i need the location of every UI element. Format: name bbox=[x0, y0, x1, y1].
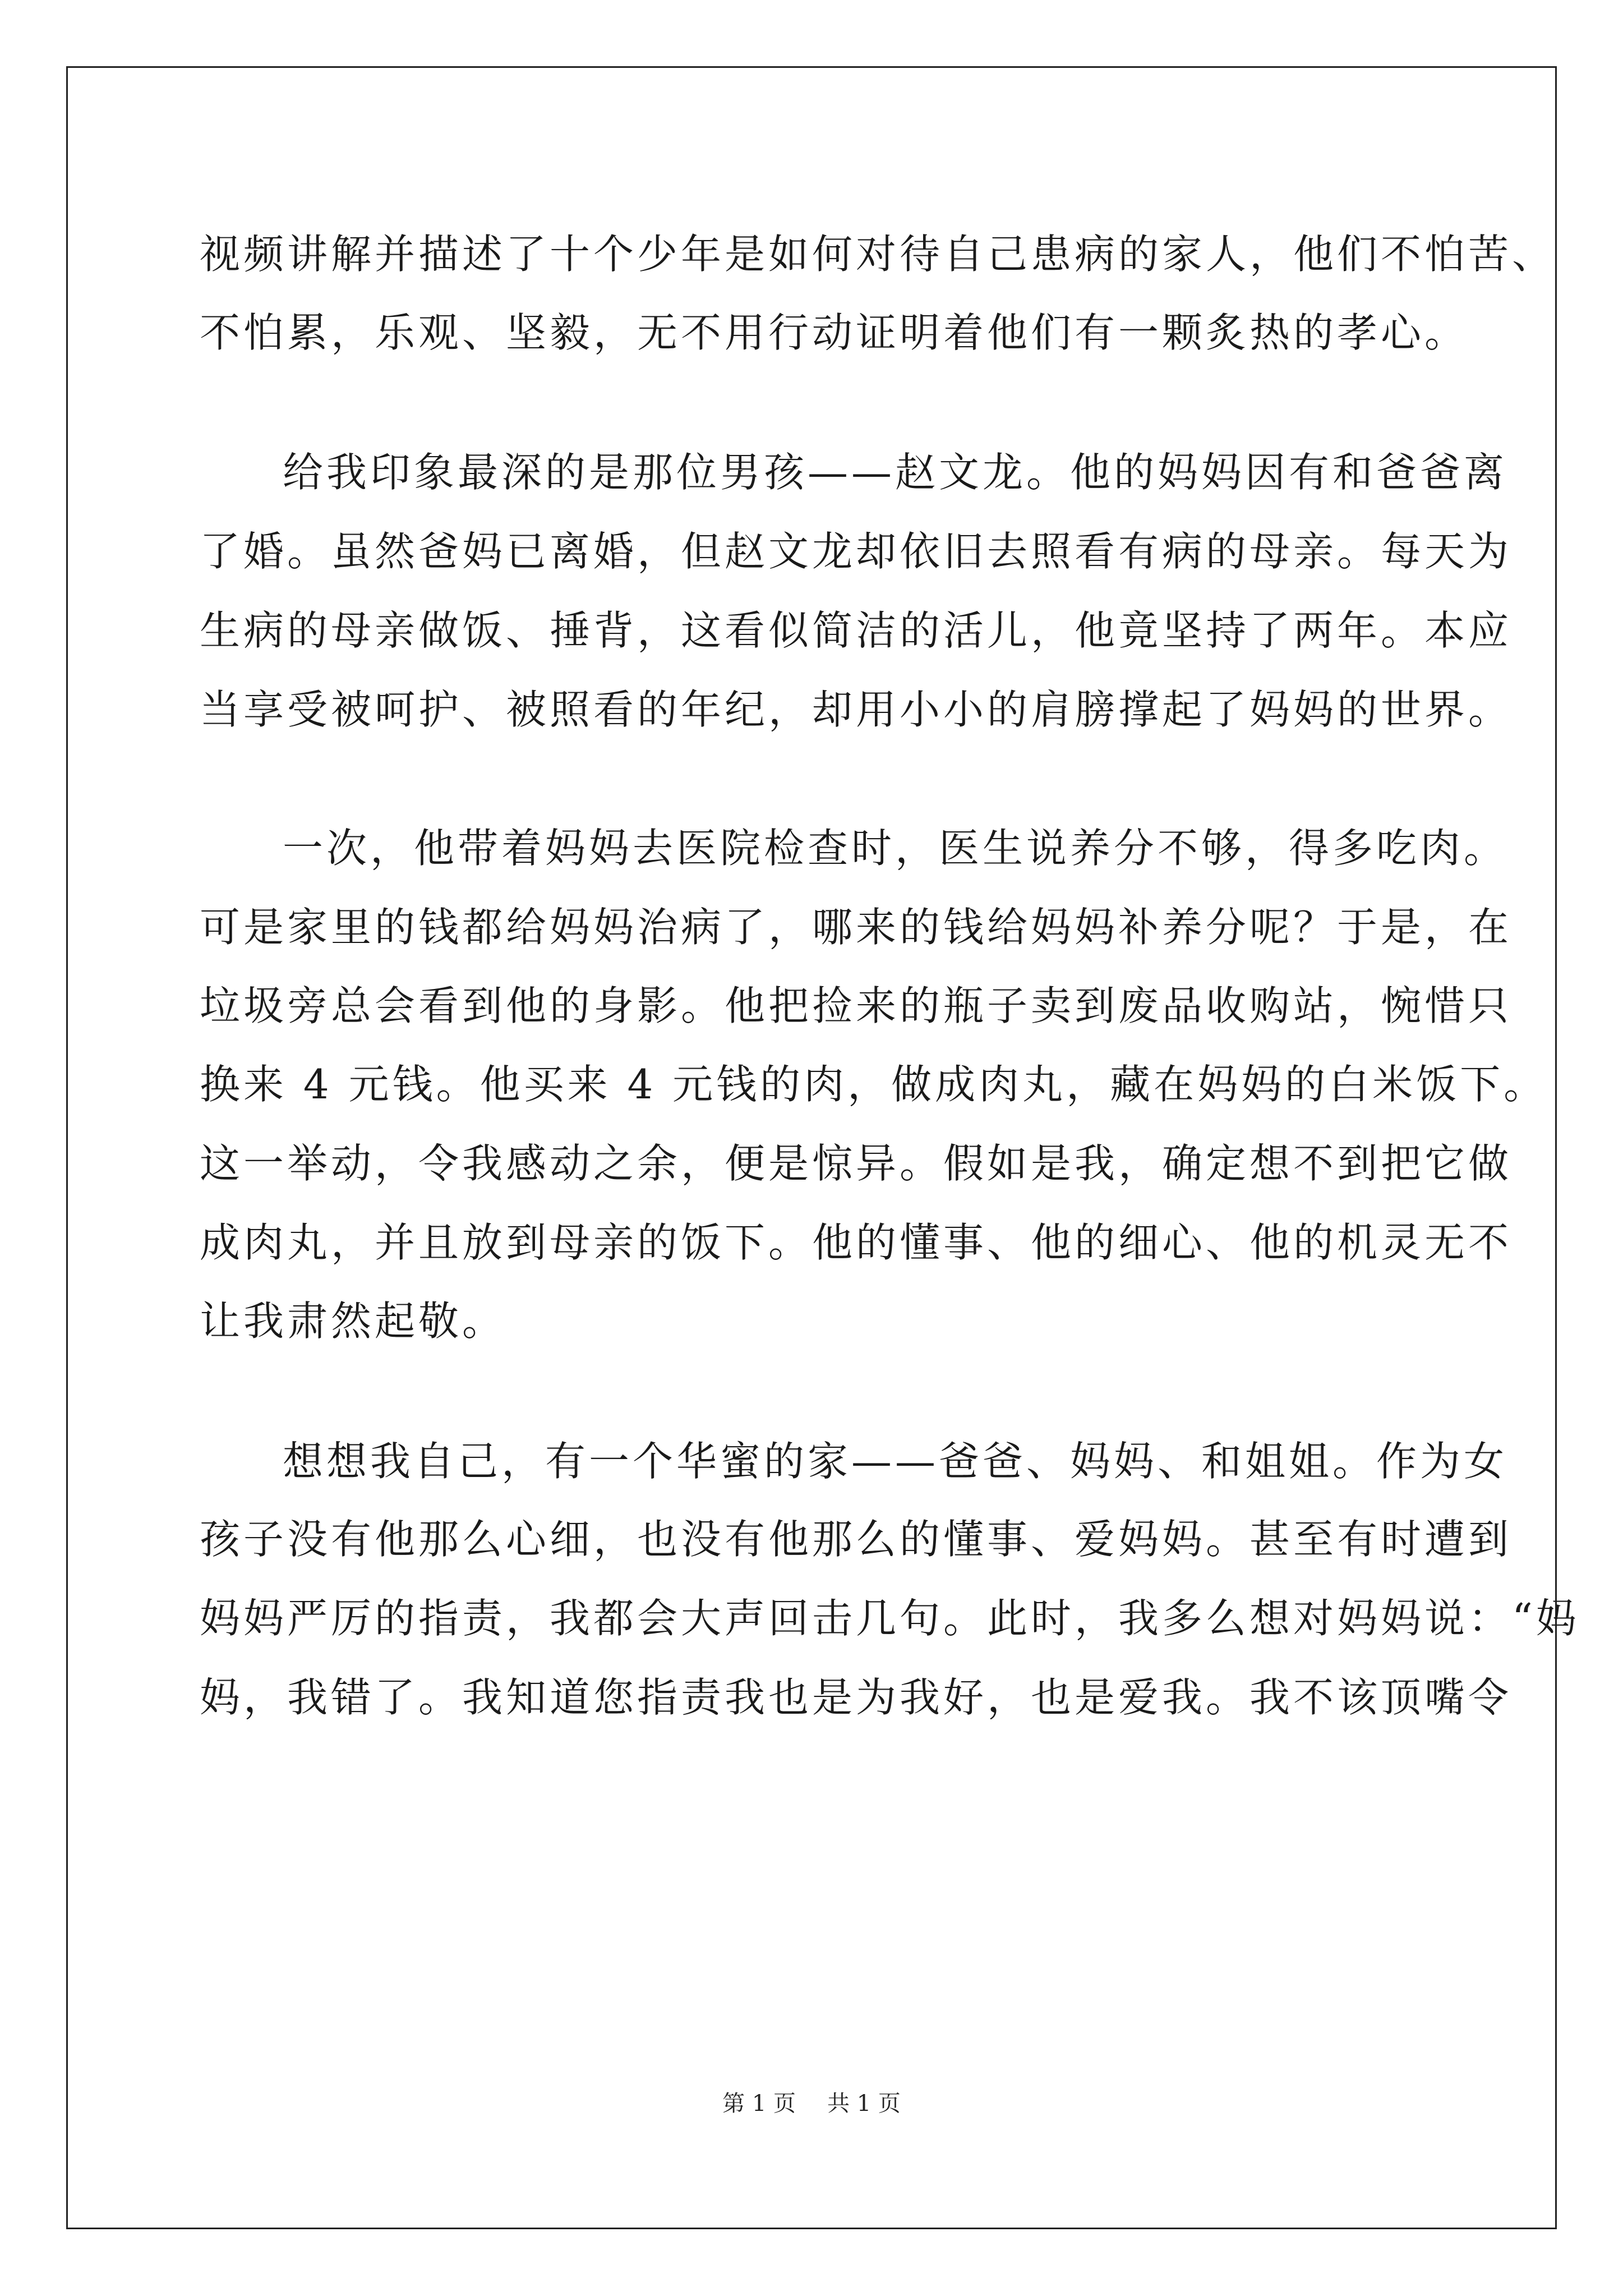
text-line: 妈，我错了。我知道您指责我也是为我好，也是爱我。我不该顶嘴令 bbox=[200, 1674, 1513, 1721]
text-line: 孩子没有他那么心细，也没有他那么的懂事、爱妈妈。甚至有时遭到 bbox=[200, 1516, 1513, 1563]
paragraph-start-line: 给我印象最深的是那位男孩——赵文龙。他的妈妈因有和爸爸离 bbox=[283, 449, 1508, 496]
text-line: 成肉丸，并且放到母亲的饭下。他的懂事、他的细心、他的机灵无不 bbox=[200, 1219, 1513, 1266]
page-number: 第 1 页 bbox=[722, 2091, 796, 2116]
text-line: 视频讲解并描述了十个少年是如何对待自己患病的家人，他们不怕苦、 bbox=[200, 231, 1556, 278]
page-footer bbox=[0, 2087, 1623, 2120]
text-line: 这一举动，令我感动之余，便是惊异。假如是我，确定想不到把它做 bbox=[200, 1140, 1513, 1187]
text-line: 当享受被呵护、被照看的年纪，却用小小的肩膀撑起了妈妈的世界。 bbox=[200, 686, 1513, 733]
text-line: 妈妈严厉的指责，我都会大声回击几句。此时，我多么想对妈妈说：“妈 bbox=[200, 1595, 1580, 1642]
paragraph-start-line: 想想我自己，有一个华蜜的家——爸爸、妈妈、和姐姐。作为女 bbox=[283, 1438, 1508, 1485]
text-line: 让我肃然起敬。 bbox=[200, 1297, 506, 1345]
page-total: 共 1 页 bbox=[827, 2091, 901, 2116]
text-line: 换来 4 元钱。他买来 4 元钱的肉，做成肉丸，藏在妈妈的白米饭下。 bbox=[200, 1061, 1548, 1108]
paragraph-start-line: 一次，他带着妈妈去医院检查时，医生说养分不够，得多吃肉。 bbox=[283, 825, 1508, 872]
text-line: 垃圾旁总会看到他的身影。他把捡来的瓶子卖到废品收购站，惋惜只 bbox=[200, 982, 1513, 1029]
text-line: 不怕累，乐观、坚毅，无不用行动证明着他们有一颗炙热的孝心。 bbox=[200, 309, 1469, 356]
text-line: 可是家里的钱都给妈妈治病了，哪来的钱给妈妈补养分呢？于是，在 bbox=[200, 904, 1513, 951]
text-line: 生病的母亲做饭、捶背，这看似简洁的活儿，他竟坚持了两年。本应 bbox=[200, 607, 1513, 654]
text-line: 了婚。虽然爸妈已离婚，但赵文龙却依旧去照看有病的母亲。每天为 bbox=[200, 528, 1513, 575]
